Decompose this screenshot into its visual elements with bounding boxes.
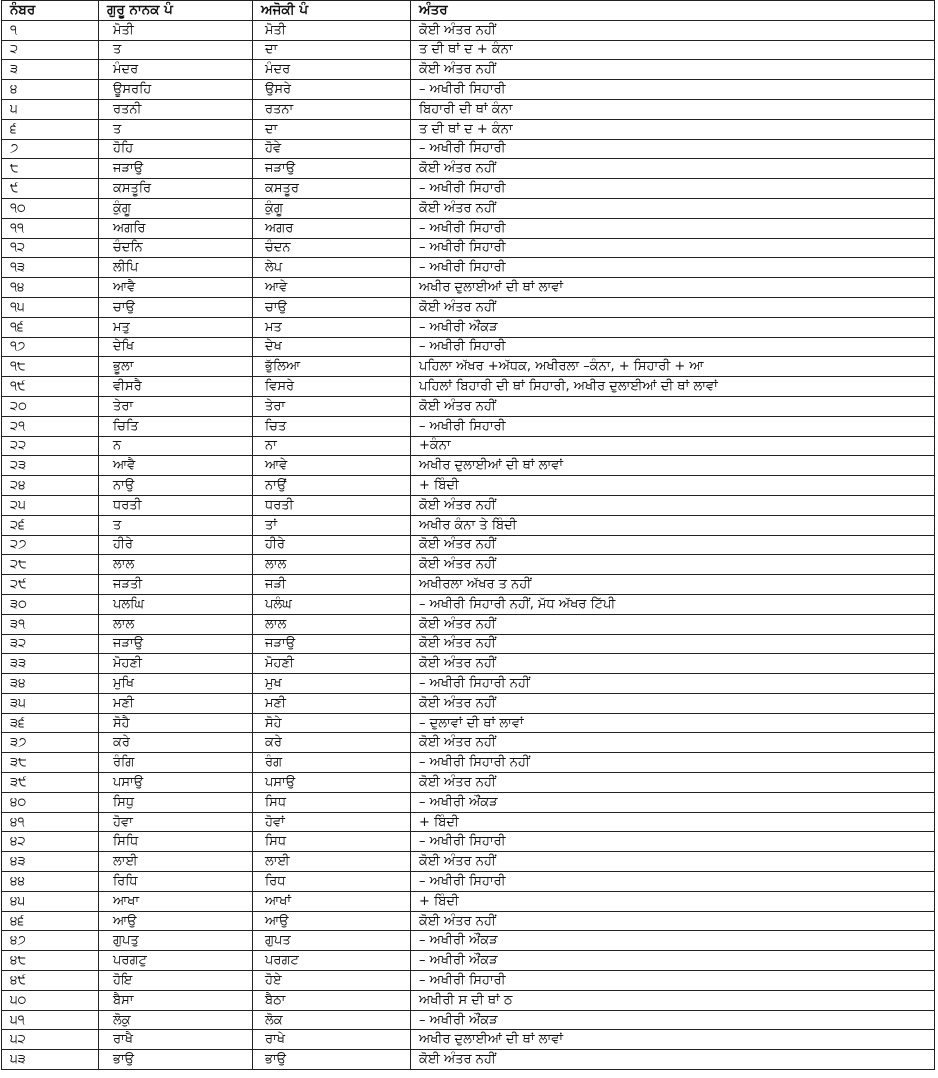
cell-number: ੪੩ (2, 852, 99, 872)
cell-difference: ਪਹਿਲਾ ਅੱਖਰ +ਅੱਧਕ, ਅਖੀਰਲਾ –ਕੰਨਾ, + ਸਿਹਾਰੀ + ਆ (411, 357, 935, 377)
cell-guru-nanak-form: ਕਰੇ (99, 733, 253, 753)
table-row (2, 911, 935, 931)
cell-number: ੩੭ (2, 733, 99, 753)
cell-number: ੧੨ (2, 238, 99, 258)
cell-guru-nanak-form: ਚਿਤਿ (99, 416, 253, 436)
cell-number: ੨ (2, 40, 99, 60)
cell-modern-form: ਦਾ (253, 119, 411, 139)
cell-difference: – ਅਖੀਰੀ ਸਿਹਾਰੀ (411, 238, 935, 258)
cell-guru-nanak-form: ਲਾਲ (99, 555, 253, 575)
comparison-table (1, 0, 935, 1070)
cell-difference: ਕੋਈ ਅੰਤਰ ਨਹੀਂ (411, 198, 935, 218)
cell-modern-form: ਧਰਤੀ (253, 495, 411, 515)
cell-number: ੩੯ (2, 773, 99, 793)
cell-number: ੪੯ (2, 971, 99, 991)
cell-number: ੪੬ (2, 911, 99, 931)
table-row (2, 297, 935, 317)
cell-difference: ਅਖੀਰ ਦੁਲਾਈਆਂ ਦੀ ਥਾਂ ਲਾਵਾਂ (411, 1030, 935, 1050)
table-row (2, 654, 935, 674)
cell-difference: – ਅਖੀਰੀ ਸਿਹਾਰੀ ਨਹੀਂ (411, 753, 935, 773)
cell-modern-form: ਗੁਪਤ (253, 931, 411, 951)
table-row (2, 357, 935, 377)
cell-difference: ਕੋਈ ਅੰਤਰ ਨਹੀਂ (411, 555, 935, 575)
cell-modern-form: ਆਉ (253, 911, 411, 931)
cell-number: ੪੭ (2, 931, 99, 951)
cell-modern-form: ਅਗਰ (253, 218, 411, 238)
table-row (2, 674, 935, 694)
cell-difference: – ਅਖੀਰੀ ਸਿਹਾਰੀ (411, 139, 935, 159)
cell-number: ੨੧ (2, 416, 99, 436)
cell-modern-form: ਹੋਏ (253, 971, 411, 991)
cell-number: ੨੯ (2, 575, 99, 595)
cell-modern-form: ਦੇਖ (253, 337, 411, 357)
cell-guru-nanak-form: ਜੜਾਉ (99, 634, 253, 654)
cell-difference: ਪਹਿਲਾਂ ਬਿਹਾਰੀ ਦੀ ਥਾਂ ਸਿਹਾਰੀ, ਅਖੀਰ ਦੁਲਾਈਆਂ ਦੀ ਥਾਂ ਲਾਵਾਂ (411, 377, 935, 397)
cell-number: ੧੧ (2, 218, 99, 238)
table-row (2, 139, 935, 159)
table-row (2, 238, 935, 258)
cell-modern-form: ਦਾ (253, 40, 411, 60)
cell-modern-form: ਤੇਰਾ (253, 396, 411, 416)
cell-modern-form: ਮਤ (253, 317, 411, 337)
cell-guru-nanak-form: ਤ (99, 40, 253, 60)
table-row (2, 594, 935, 614)
cell-guru-nanak-form: ਨਾਉ (99, 476, 253, 496)
cell-number: ੩੬ (2, 713, 99, 733)
cell-guru-nanak-form: ਕੁੰਗੂ (99, 198, 253, 218)
cell-modern-form: ਪਸਾਉ (253, 773, 411, 793)
cell-number: ੭ (2, 139, 99, 159)
cell-guru-nanak-form: ਆਵੈ (99, 456, 253, 476)
cell-guru-nanak-form: ਆਖਾ (99, 891, 253, 911)
cell-difference: ਅਖੀਰ ਦੁਲਾਈਆਂ ਦੀ ਥਾਂ ਲਾਵਾਂ (411, 456, 935, 476)
table-row (2, 931, 935, 951)
header-guru-nanak-form: ਗੁਰੂ ਨਾਨਕ ਪੰ (99, 1, 253, 21)
cell-difference: ਕੋਈ ਅੰਤਰ ਨਹੀਂ (411, 1050, 935, 1070)
cell-number: ੩੫ (2, 693, 99, 713)
table-row (2, 891, 935, 911)
cell-difference: ਕੋਈ ਅੰਤਰ ਨਹੀਂ (411, 20, 935, 40)
cell-number: ੧੯ (2, 377, 99, 397)
table-row (2, 515, 935, 535)
table-row (2, 872, 935, 892)
cell-number: ੪੪ (2, 872, 99, 892)
cell-modern-form: ਰੰਗ (253, 753, 411, 773)
cell-difference: ਕੋਈ ਅੰਤਰ ਨਹੀਂ (411, 495, 935, 515)
cell-number: ੩੩ (2, 654, 99, 674)
cell-difference: – ਅਖੀਰੀ ਸਿਹਾਰੀ (411, 258, 935, 278)
cell-difference: – ਅਖੀਰੀ ਸਿਹਾਰੀ (411, 179, 935, 199)
cell-guru-nanak-form: ਰਾਖੈ (99, 1030, 253, 1050)
table-row (2, 535, 935, 555)
cell-guru-nanak-form: ਪਰਗਟੁ (99, 951, 253, 971)
cell-modern-form: ਨਾਉਂ (253, 476, 411, 496)
cell-guru-nanak-form: ਮੋਤੀ (99, 20, 253, 40)
cell-difference: ਕੋਈ ਅੰਤਰ ਨਹੀਂ (411, 852, 935, 872)
cell-number: ੩ (2, 60, 99, 80)
cell-modern-form: ਉਸਰੇ (253, 80, 411, 100)
cell-number: ੬ (2, 119, 99, 139)
cell-modern-form: ਮੋਹਣੀ (253, 654, 411, 674)
cell-difference: – ਅਖੀਰੀ ਸਿਹਾਰੀ (411, 337, 935, 357)
table-row (2, 951, 935, 971)
cell-difference: ਕੋਈ ਅੰਤਰ ਨਹੀਂ (411, 159, 935, 179)
table-row (2, 60, 935, 80)
cell-guru-nanak-form: ਜੜਾਉ (99, 159, 253, 179)
cell-difference: – ਅਖੀਰੀ ਸਿਹਾਰੀ (411, 218, 935, 238)
cell-guru-nanak-form: ਵੀਸਰੈ (99, 377, 253, 397)
cell-number: ੪੦ (2, 792, 99, 812)
cell-modern-form: ਰਤਨਾ (253, 99, 411, 119)
cell-modern-form: ਜੜੀ (253, 575, 411, 595)
cell-guru-nanak-form: ਚਾਉ (99, 297, 253, 317)
cell-modern-form: ਲੋਕ (253, 1010, 411, 1030)
cell-guru-nanak-form: ਆਉ (99, 911, 253, 931)
table-row (2, 1030, 935, 1050)
cell-number: ੨੪ (2, 476, 99, 496)
cell-guru-nanak-form: ਤੇਰਾ (99, 396, 253, 416)
cell-guru-nanak-form: ਸਿਧਿ (99, 832, 253, 852)
cell-modern-form: ਚਿਤ (253, 416, 411, 436)
table-row (2, 753, 935, 773)
cell-number: ੫੨ (2, 1030, 99, 1050)
cell-number: ੯ (2, 179, 99, 199)
cell-modern-form: ਲਾਲ (253, 555, 411, 575)
cell-number: ੧੮ (2, 357, 99, 377)
cell-guru-nanak-form: ਮਤੁ (99, 317, 253, 337)
cell-number: ੧੩ (2, 258, 99, 278)
cell-number: ੩੮ (2, 753, 99, 773)
table-row (2, 555, 935, 575)
cell-modern-form: ਹੀਰੇ (253, 535, 411, 555)
table-row (2, 832, 935, 852)
cell-modern-form: ਸਿਧ (253, 832, 411, 852)
table-row (2, 852, 935, 872)
table-row (2, 377, 935, 397)
cell-guru-nanak-form: ਹੋਹਿ (99, 139, 253, 159)
table-row (2, 792, 935, 812)
cell-modern-form: ਸੋਹੇ (253, 713, 411, 733)
cell-guru-nanak-form: ਰਤਨੀ (99, 99, 253, 119)
table-row (2, 198, 935, 218)
cell-difference: ਕੋਈ ਅੰਤਰ ਨਹੀਂ (411, 297, 935, 317)
cell-number: ੪ (2, 80, 99, 100)
cell-number: ੫੧ (2, 1010, 99, 1030)
cell-modern-form: ਲਾਲ (253, 614, 411, 634)
cell-difference: + ਬਿੰਦੀ (411, 476, 935, 496)
cell-guru-nanak-form: ਧਰਤੀ (99, 495, 253, 515)
cell-number: ੧੪ (2, 278, 99, 298)
cell-modern-form: ਮੰਦਰ (253, 60, 411, 80)
table-row (2, 575, 935, 595)
table-row (2, 495, 935, 515)
cell-difference: ਤ ਦੀ ਥਾਂ ਦ + ਕੰਨਾ (411, 40, 935, 60)
table-row (2, 733, 935, 753)
cell-number: ੪੧ (2, 812, 99, 832)
cell-modern-form: ਲਾਈ (253, 852, 411, 872)
cell-guru-nanak-form: ਪਸਾਉ (99, 773, 253, 793)
cell-number: ੨੮ (2, 555, 99, 575)
cell-guru-nanak-form: ਤ (99, 515, 253, 535)
cell-modern-form: ਕੁੰਗੂ (253, 198, 411, 218)
cell-difference: ਕੋਈ ਅੰਤਰ ਨਹੀਂ (411, 911, 935, 931)
cell-difference: + ਬਿੰਦੀ (411, 891, 935, 911)
cell-difference: – ਅਖੀਰੀ ਔਂਕੜ (411, 792, 935, 812)
cell-modern-form: ਰਿਧ (253, 872, 411, 892)
cell-number: ੫ (2, 99, 99, 119)
table-row (2, 337, 935, 357)
cell-number: ੩੦ (2, 594, 99, 614)
cell-guru-nanak-form: ਮੰਦਰ (99, 60, 253, 80)
table-row (2, 278, 935, 298)
cell-difference: ਕੋਈ ਅੰਤਰ ਨਹੀਂ (411, 634, 935, 654)
cell-number: ੨੩ (2, 456, 99, 476)
cell-number: ੧੦ (2, 198, 99, 218)
cell-modern-form: ਪਲੰਘ (253, 594, 411, 614)
cell-number: ੧੫ (2, 297, 99, 317)
cell-difference: ਕੋਈ ਅੰਤਰ ਨਹੀਂ (411, 733, 935, 753)
cell-number: ੨੦ (2, 396, 99, 416)
cell-difference: ਅਖੀਰ ਦੁਲਾਈਆਂ ਦੀ ਥਾਂ ਲਾਵਾਂ (411, 278, 935, 298)
cell-modern-form: ਨਾ (253, 436, 411, 456)
cell-modern-form: ਚਾਉ (253, 297, 411, 317)
cell-difference: ਤ ਦੀ ਥਾਂ ਦ + ਕੰਨਾ (411, 119, 935, 139)
cell-guru-nanak-form: ਰਿਧਿ (99, 872, 253, 892)
cell-modern-form: ਤਾਂ (253, 515, 411, 535)
table-row (2, 436, 935, 456)
cell-difference: – ਅਖੀਰੀ ਸਿਹਾਰੀ (411, 971, 935, 991)
table-row (2, 1050, 935, 1070)
cell-number: ੧੬ (2, 317, 99, 337)
cell-guru-nanak-form: ਲਾਲ (99, 614, 253, 634)
cell-guru-nanak-form: ਪਲਘਿ (99, 594, 253, 614)
cell-guru-nanak-form: ਹੋਵਾ (99, 812, 253, 832)
cell-guru-nanak-form: ਮੁਖਿ (99, 674, 253, 694)
cell-number: ੪੨ (2, 832, 99, 852)
cell-modern-form: ਵਿਸਰੇ (253, 377, 411, 397)
cell-guru-nanak-form: ਲੋਕੁ (99, 1010, 253, 1030)
table-row (2, 971, 935, 991)
cell-modern-form: ਹੋਵੇ (253, 139, 411, 159)
cell-number: ੪੫ (2, 891, 99, 911)
cell-guru-nanak-form: ਭੂਲਾ (99, 357, 253, 377)
cell-guru-nanak-form: ਲਾਈ (99, 852, 253, 872)
cell-difference: – ਅਖੀਰੀ ਸਿਹਾਰੀ (411, 832, 935, 852)
cell-difference: +ਕੰਨਾ (411, 436, 935, 456)
cell-guru-nanak-form: ਹੀਰੇ (99, 535, 253, 555)
table-row (2, 396, 935, 416)
cell-modern-form: ਪਰਗਟ (253, 951, 411, 971)
cell-number: ੧ (2, 20, 99, 40)
table-row (2, 476, 935, 496)
table-row (2, 812, 935, 832)
table-row (2, 218, 935, 238)
table-row (2, 258, 935, 278)
cell-number: ੧੭ (2, 337, 99, 357)
cell-guru-nanak-form: ਜੜਤੀ (99, 575, 253, 595)
cell-number: ੨੬ (2, 515, 99, 535)
cell-modern-form: ਮੋਤੀ (253, 20, 411, 40)
header-row (2, 1, 935, 21)
cell-modern-form: ਮੁਖ (253, 674, 411, 694)
cell-number: ੨੫ (2, 495, 99, 515)
cell-guru-nanak-form: ਲੀਪਿ (99, 258, 253, 278)
cell-number: ੨੨ (2, 436, 99, 456)
cell-number: ੨੭ (2, 535, 99, 555)
cell-modern-form: ਆਵੇ (253, 456, 411, 476)
cell-guru-nanak-form: ਭਾਉ (99, 1050, 253, 1070)
cell-guru-nanak-form: ਬੈਸਾ (99, 990, 253, 1010)
table-row (2, 1010, 935, 1030)
cell-guru-nanak-form: ਕਸਤੂਰਿ (99, 179, 253, 199)
cell-modern-form: ਮਣੀ (253, 693, 411, 713)
cell-difference: ਕੋਈ ਅੰਤਰ ਨਹੀਂ (411, 773, 935, 793)
cell-difference: ਕੋਈ ਅੰਤਰ ਨਹੀਂ (411, 614, 935, 634)
cell-difference: – ਅਖੀਰੀ ਸਿਹਾਰੀ (411, 80, 935, 100)
cell-difference: ਅਖੀਰੀ ਸ ਦੀ ਥਾਂ ਠ (411, 990, 935, 1010)
cell-number: ੮ (2, 159, 99, 179)
cell-guru-nanak-form: ਅਗਰਿ (99, 218, 253, 238)
cell-modern-form: ਬੈਠਾ (253, 990, 411, 1010)
table-row (2, 80, 935, 100)
table-row (2, 456, 935, 476)
cell-guru-nanak-form: ਮਣੀ (99, 693, 253, 713)
cell-difference: – ਅਖੀਰੀ ਸਿਹਾਰੀ (411, 872, 935, 892)
cell-difference: – ਦੁਲਾਵਾਂ ਦੀ ਥਾਂ ਲਾਵਾਂ (411, 713, 935, 733)
cell-difference: ਕੋਈ ਅੰਤਰ ਨਹੀਂ (411, 693, 935, 713)
cell-number: ੫੩ (2, 1050, 99, 1070)
cell-modern-form: ਲੇਪ (253, 258, 411, 278)
cell-modern-form: ਭੁੱਲਿਆ (253, 357, 411, 377)
cell-guru-nanak-form: ਤ (99, 119, 253, 139)
cell-modern-form: ਕਸਤੂਰ (253, 179, 411, 199)
cell-guru-nanak-form: ਸਿਧੁ (99, 792, 253, 812)
header-number: ਨੰਬਰ (2, 1, 99, 21)
cell-guru-nanak-form: ਸੋਹੈ (99, 713, 253, 733)
table-header (2, 1, 935, 21)
table-row (2, 990, 935, 1010)
cell-modern-form: ਆਵੇ (253, 278, 411, 298)
cell-difference: – ਅਖੀਰੀ ਔਂਕੜ (411, 931, 935, 951)
cell-difference: + ਬਿੰਦੀ (411, 812, 935, 832)
cell-difference: – ਅਖੀਰੀ ਸਿਹਾਰੀ (411, 416, 935, 436)
cell-number: ੩੧ (2, 614, 99, 634)
cell-difference: – ਅਖੀਰੀ ਔਂਕੜ (411, 951, 935, 971)
cell-difference: ਕੋਈ ਅੰਤਰ ਨਹੀਂ (411, 60, 935, 80)
cell-modern-form: ਜੜਾਉ (253, 159, 411, 179)
cell-difference: ਬਿਹਾਰੀ ਦੀ ਥਾਂ ਕੰਨਾ (411, 99, 935, 119)
cell-modern-form: ਸਿਧ (253, 792, 411, 812)
cell-guru-nanak-form: ਊਸਰਹਿ (99, 80, 253, 100)
table-row (2, 634, 935, 654)
table-body (2, 20, 935, 1069)
cell-difference: – ਅਖੀਰੀ ਸਿਹਾਰੀ ਨਹੀਂ, ਮੱਧ ਅੱਖਰ ਟਿੱਪੀ (411, 594, 935, 614)
table-row (2, 159, 935, 179)
cell-difference: ਕੋਈ ਅੰਤਰ ਨਹੀਂ (411, 396, 935, 416)
cell-difference: – ਅਖੀਰੀ ਸਿਹਾਰੀ ਨਹੀਂ (411, 674, 935, 694)
header-difference: ਅੰਤਰ (411, 1, 935, 21)
table-row (2, 179, 935, 199)
cell-number: ੩੨ (2, 634, 99, 654)
cell-guru-nanak-form: ਚੰਦਨਿ (99, 238, 253, 258)
cell-number: ੫੦ (2, 990, 99, 1010)
cell-guru-nanak-form: ਰੰਗਿ (99, 753, 253, 773)
table-row (2, 416, 935, 436)
cell-difference: – ਅਖੀਰੀ ਔਂਕੜ (411, 317, 935, 337)
cell-difference: ਕੋਈ ਅੰਤਰ ਨਹੀਂ (411, 535, 935, 555)
table-row (2, 614, 935, 634)
cell-difference: ਅਖੀਰ ਕੰਨਾ ਤੇ ਬਿੰਦੀ (411, 515, 935, 535)
table-row (2, 99, 935, 119)
table-row (2, 713, 935, 733)
cell-guru-nanak-form: ਮੋਹਣੀ (99, 654, 253, 674)
cell-guru-nanak-form: ਹੋਇ (99, 971, 253, 991)
table-row (2, 317, 935, 337)
cell-modern-form: ਰਾਖੇ (253, 1030, 411, 1050)
cell-modern-form: ਆਖਾਂ (253, 891, 411, 911)
cell-number: ੩੪ (2, 674, 99, 694)
cell-modern-form: ਹੋਵਾਂ (253, 812, 411, 832)
cell-modern-form: ਚੰਦਨ (253, 238, 411, 258)
cell-guru-nanak-form: ਆਵੈ (99, 278, 253, 298)
table-row (2, 773, 935, 793)
table-row (2, 40, 935, 60)
table-row (2, 693, 935, 713)
cell-modern-form: ਭਾਉ (253, 1050, 411, 1070)
cell-number: ੪੮ (2, 951, 99, 971)
cell-difference: ਅਖੀਰਲਾ ਅੱਖਰ ਤ ਨਹੀਂ (411, 575, 935, 595)
table-row (2, 119, 935, 139)
cell-modern-form: ਜੜਾਉ (253, 634, 411, 654)
cell-guru-nanak-form: ਨ (99, 436, 253, 456)
cell-difference: – ਅਖੀਰੀ ਔਂਕੜ (411, 1010, 935, 1030)
table-row (2, 20, 935, 40)
header-modern-form: ਅਜੋਕੀ ਪੰ (253, 1, 411, 21)
cell-difference: ਕੋਈ ਅੰਤਰ ਨਹੀਂ (411, 654, 935, 674)
cell-guru-nanak-form: ਦੇਖਿ (99, 337, 253, 357)
cell-modern-form: ਕਰੇ (253, 733, 411, 753)
cell-guru-nanak-form: ਗੁਪਤੁ (99, 931, 253, 951)
